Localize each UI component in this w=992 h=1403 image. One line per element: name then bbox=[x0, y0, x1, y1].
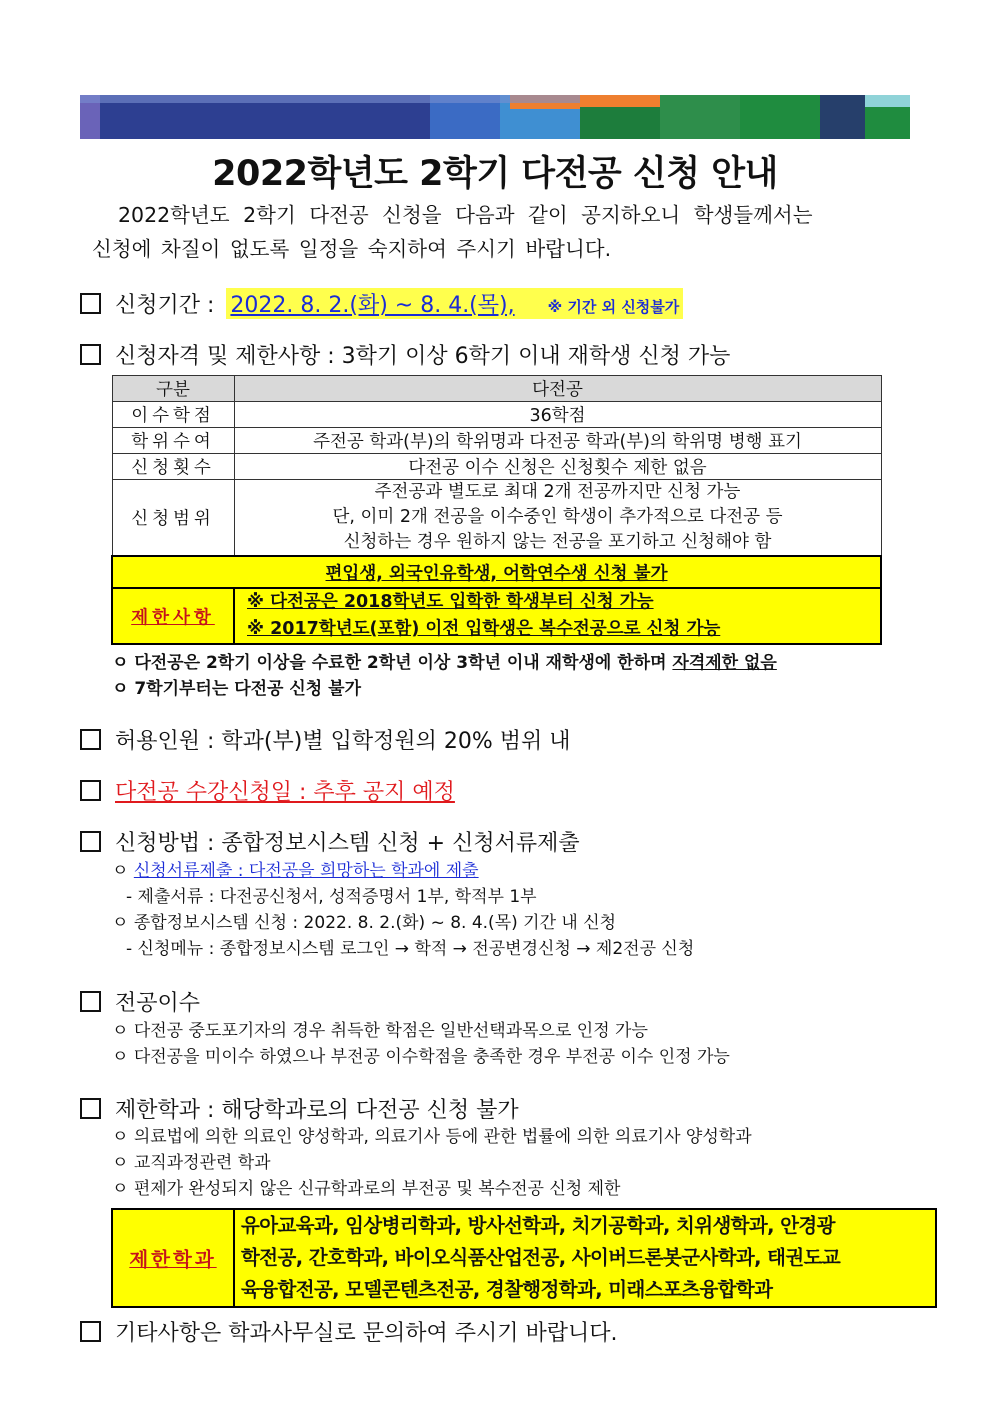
banner-stripe bbox=[740, 95, 820, 139]
page-title: 2022학년도 2학기 다전공 신청 안내 bbox=[212, 154, 778, 194]
scope-line: 신청하는 경우 원하지 않는 전공을 포기하고 신청해야 함 bbox=[343, 532, 772, 552]
section-period bbox=[80, 288, 683, 319]
method-document-link: 신청서류제출 : 다전공을 희망하는 학과에 제출 bbox=[133, 861, 479, 881]
method-line: ㅇ 종합정보시스템 신청 : 2022. 8. 2.(화) ~ 8. 4.(목) 기간 내 신청 bbox=[112, 913, 617, 933]
period-value: 2022. 8. 2.(화) ~ 8. 4.(목), bbox=[230, 293, 515, 318]
banned-text: 편입생, 외국인유학생, 어학연수생 신청 불가 bbox=[325, 563, 668, 584]
qualification-notes bbox=[112, 650, 777, 702]
restricted-line: ㅇ 편제가 완성되지 않은 신규학과로의 부전공 및 복수전공 신청 제한 bbox=[112, 1179, 621, 1199]
banner-stripe bbox=[80, 95, 580, 103]
restrict-line: ※ 2017학년도(포함) 이전 입학생은 복수전공으로 신청 가능 bbox=[247, 619, 721, 639]
header-banner bbox=[80, 95, 910, 139]
completion-line: ㅇ 다전공 중도포기자의 경우 취득한 학점은 일반선택과목으로 인정 가능 bbox=[112, 1021, 648, 1041]
banner-stripe bbox=[820, 95, 865, 139]
checkbox-icon bbox=[80, 729, 101, 750]
restricted-dept-line: 학전공, 간호학과, 바이오식품산업전공, 사이버드론봇군사학과, 태권도교 bbox=[241, 1246, 841, 1269]
checkbox-icon bbox=[80, 991, 101, 1012]
restrict-values bbox=[234, 588, 881, 644]
section-etc bbox=[80, 1316, 618, 1347]
table-header-category: 구분 bbox=[112, 376, 234, 402]
method-line: - 제출서류 : 다전공신청서, 성적증명서 1부, 학적부 1부 bbox=[126, 887, 537, 907]
qualification-table bbox=[111, 375, 882, 645]
row-value-scope bbox=[234, 480, 881, 557]
banner-stripe bbox=[580, 95, 660, 107]
scope-line: 단, 이미 2개 전공을 이수중인 학생이 추가적으로 다전공 등 bbox=[332, 507, 783, 527]
banner-stripe bbox=[865, 95, 910, 107]
note-line: ㅇ 7학기부터는 다전공 신청 불가 bbox=[112, 679, 361, 699]
section-course-registration bbox=[80, 775, 455, 806]
period-highlight bbox=[226, 288, 683, 319]
completion-line: ㅇ 다전공을 미이수 하였으나 부전공 이수학점을 충족한 경우 부전공 이수 인정 가능 bbox=[112, 1047, 730, 1067]
restricted-table-label bbox=[112, 1209, 234, 1307]
banner-stripe bbox=[660, 95, 740, 139]
course-registration-label: 다전공 수강신청일 : 추후 공지 예정 bbox=[115, 780, 455, 805]
banned-students bbox=[112, 556, 881, 588]
scope-line: 주전공과 별도로 최대 2개 전공까지만 신청 가능 bbox=[374, 482, 741, 502]
restricted-table-values bbox=[234, 1209, 936, 1307]
restricted-line: ㅇ 의료법에 의한 의료인 양성학과, 의료기사 등에 관한 법률에 의한 의료기사 양성학과 bbox=[112, 1127, 752, 1147]
intro-line-2: 신청에 차질이 없도록 일정을 숙지하여 주시기 바랍니다. bbox=[92, 237, 612, 261]
table-header-value: 다전공 bbox=[234, 376, 881, 402]
section-method bbox=[80, 826, 580, 857]
checkbox-icon bbox=[80, 780, 101, 801]
bullet: ㅇ bbox=[112, 861, 134, 881]
checkbox-icon bbox=[80, 1098, 101, 1119]
checkbox-icon bbox=[80, 1321, 101, 1342]
restricted-dept-line: 유아교육과, 임상병리학과, 방사선학과, 치기공학과, 치위생학과, 안경광 bbox=[241, 1214, 835, 1237]
checkbox-icon bbox=[80, 293, 101, 314]
section-restricted bbox=[80, 1093, 519, 1124]
checkbox-icon bbox=[80, 831, 101, 852]
method-line: - 신청메뉴 : 종합정보시스템 로그인 → 학적 → 전공변경신청 → 제2전공 신청 bbox=[126, 939, 695, 959]
intro-paragraph bbox=[92, 198, 922, 266]
method-label: 신청방법 : 종합정보시스템 신청 + 신청서류제출 bbox=[115, 831, 580, 856]
method-line bbox=[112, 858, 694, 884]
section-completion bbox=[80, 986, 200, 1017]
qualification-label: 신청자격 및 제한사항 : 3학기 이상 6학기 이내 재학생 신청 가능 bbox=[115, 344, 731, 369]
quota-label: 허용인원 : 학과(부)별 입학정원의 20% 범위 내 bbox=[115, 729, 571, 754]
restrict-line: ※ 다전공은 2018학년도 입학한 학생부터 신청 가능 bbox=[247, 592, 654, 612]
completion-label: 전공이수 bbox=[115, 991, 201, 1016]
restricted-line: ㅇ 교직과정관련 학과 bbox=[112, 1153, 271, 1173]
note-line-text: ㅇ 다전공은 2학기 이상을 수료한 2학년 이상 3학년 이내 재학생에 한하며 bbox=[112, 653, 673, 673]
period-label: 신청기간 : bbox=[115, 293, 215, 318]
section-quota bbox=[80, 724, 570, 755]
checkbox-icon bbox=[80, 344, 101, 365]
restricted-dept-line: 육융합전공, 모델콘텐츠전공, 경찰행정학과, 미래스포츠융합학과 bbox=[241, 1278, 773, 1301]
intro-line-1: 2022학년도 2학기 다전공 신청을 다음과 같이 공지하오니 학생들께서는 bbox=[118, 203, 813, 227]
row-value-credits: 36학점 bbox=[234, 402, 881, 428]
section-qualification bbox=[80, 339, 730, 370]
restricted-details bbox=[112, 1124, 752, 1202]
restricted-departments-table bbox=[111, 1208, 937, 1308]
row-label-degree: 학위수여 bbox=[112, 428, 234, 454]
etc-label: 기타사항은 학과사무실로 문의하여 주시기 바랍니다. bbox=[115, 1321, 618, 1346]
restricted-table-label-text: 제한학과 bbox=[129, 1248, 217, 1271]
period-note: ※ 기간 외 신청불가 bbox=[547, 298, 680, 316]
restrict-label bbox=[112, 588, 234, 644]
row-label-scope: 신청범위 bbox=[112, 480, 234, 557]
row-label-credits: 이수학점 bbox=[112, 402, 234, 428]
restricted-label: 제한학과 : 해당학과로의 다전공 신청 불가 bbox=[115, 1098, 519, 1123]
method-details bbox=[112, 858, 694, 962]
completion-details bbox=[112, 1018, 730, 1070]
row-label-count: 신청횟수 bbox=[112, 454, 234, 480]
restrict-label-text: 제한사항 bbox=[131, 607, 215, 628]
note-line bbox=[112, 650, 777, 676]
row-value-count: 다전공 이수 신청은 신청횟수 제한 없음 bbox=[234, 454, 881, 480]
note-line-underline: 자격제한 없음 bbox=[672, 653, 777, 673]
row-value-degree: 주전공 학과(부)의 학위명과 다전공 학과(부)의 학위명 병행 표기 bbox=[234, 428, 881, 454]
